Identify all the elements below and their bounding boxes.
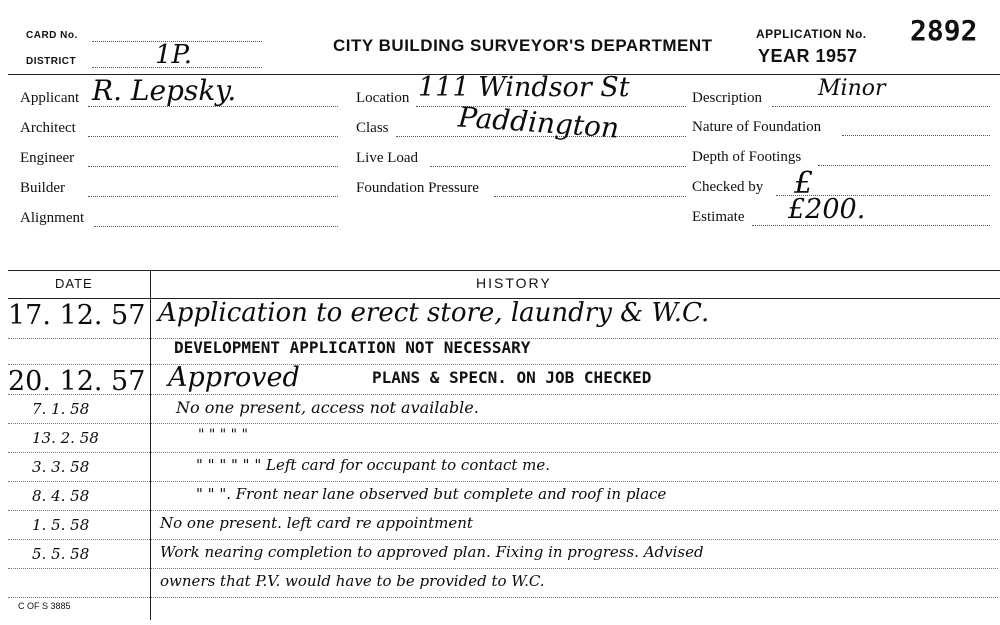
date-column-header: DATE	[55, 276, 93, 291]
history-column-header: HISTORY	[476, 275, 552, 291]
year-label: YEAR 1957	[758, 46, 858, 66]
history-entry: Work nearing completion to approved plan. Fixing in progress. Advised	[160, 543, 704, 561]
estimate-label: Estimate	[692, 209, 745, 225]
history-date: 5. 5. 58	[32, 545, 90, 563]
history-entry: Application to erect store, laundry & W.C.	[158, 298, 710, 328]
class-label: Class	[356, 120, 389, 136]
history-entry: Approved	[168, 362, 300, 393]
checked-by-label: Checked by	[692, 179, 764, 195]
applicant-value: R. Lepsky.	[92, 74, 237, 107]
application-label: APPLICATION No.	[756, 27, 867, 41]
description-line	[772, 106, 990, 107]
estimate-line	[752, 225, 990, 226]
history-date: 3. 3. 58	[32, 458, 90, 476]
alignment-line	[94, 226, 338, 227]
table-top-border	[8, 270, 1000, 271]
builder-line	[88, 196, 338, 197]
rule-line	[8, 423, 998, 424]
live-load-label: Live Load	[356, 150, 419, 166]
engineer-label: Engineer	[20, 150, 75, 166]
history-date: 1. 5. 58	[32, 516, 90, 534]
history-entry: No one present, access not available.	[176, 398, 479, 417]
location-value: 111 Windsor St	[418, 72, 630, 103]
rule-line	[8, 394, 998, 395]
rule-line	[8, 597, 998, 598]
card-no-label: CARD No.	[26, 30, 78, 41]
department-title: CITY BUILDING SURVEYOR'S DEPARTMENT	[333, 36, 713, 55]
depth-footings-line	[818, 165, 990, 166]
history-date: 13. 2. 58	[32, 429, 99, 447]
applicant-label: Applicant	[20, 90, 80, 106]
class-value: Paddington	[457, 100, 621, 145]
history-date: 7. 1. 58	[32, 400, 90, 418]
rule-line	[8, 510, 998, 511]
rule-line	[8, 364, 998, 365]
checked-by-value: £	[794, 166, 814, 201]
form-code: C OF S 3885	[18, 601, 71, 611]
history-entry: " " " " " " Left card for occupant to contact me.	[196, 456, 551, 474]
history-date: 20. 12. 57	[8, 366, 146, 397]
history-entry: " " ". Front near lane observed but complete and roof in place	[196, 485, 667, 503]
architect-line	[88, 136, 338, 137]
estimate-value: £200.	[788, 194, 866, 225]
history-stamp: DEVELOPMENT APPLICATION NOT NECESSARY	[174, 338, 531, 357]
application-number: 2892	[910, 14, 978, 47]
nature-foundation-label: Nature of Foundation	[692, 119, 822, 135]
live-load-line	[430, 166, 686, 167]
history-stamp: PLANS & SPECN. ON JOB CHECKED	[372, 368, 652, 387]
builder-label: Builder	[20, 180, 65, 196]
history-date: 8. 4. 58	[32, 487, 90, 505]
history-entry: No one present. left card re appointment	[160, 514, 473, 532]
district-label: DISTRICT	[26, 56, 77, 67]
depth-footings-label: Depth of Footings	[692, 149, 802, 165]
nature-foundation-line	[842, 135, 990, 136]
history-entry: owners that P.V. would have to be provided to W.C.	[160, 572, 545, 590]
foundation-pressure-line	[494, 196, 686, 197]
architect-label: Architect	[20, 120, 76, 136]
alignment-label: Alignment	[20, 210, 85, 226]
district-value: 1P.	[155, 40, 193, 70]
location-label: Location	[356, 90, 410, 106]
history-entry: " " " " "	[198, 427, 248, 443]
foundation-pressure-label: Foundation Pressure	[356, 180, 479, 196]
engineer-line	[88, 166, 338, 167]
description-label: Description	[692, 90, 762, 106]
history-date: 17. 12. 57	[8, 300, 146, 331]
description-value: Minor	[818, 76, 886, 101]
rule-line	[8, 452, 998, 453]
rule-line	[8, 539, 998, 540]
rule-line	[8, 568, 998, 569]
rule-line	[8, 481, 998, 482]
